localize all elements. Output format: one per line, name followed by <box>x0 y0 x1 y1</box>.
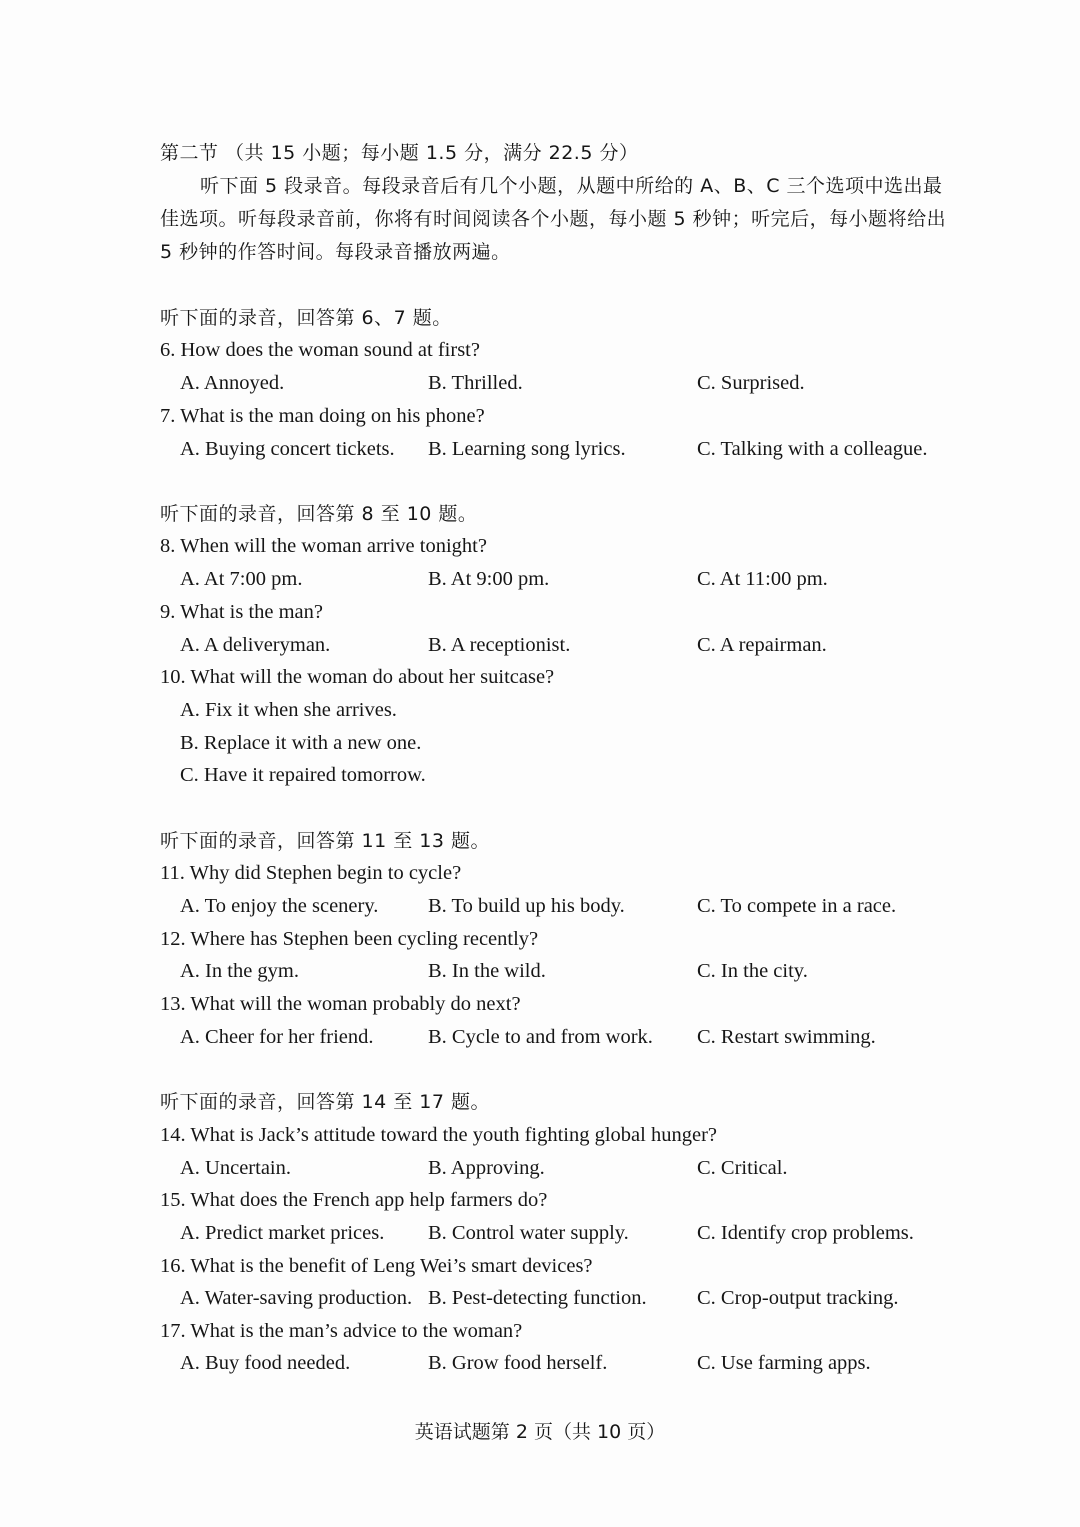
option-a: A. Water-saving production. <box>180 1287 413 1309</box>
option-c: C. Use farming apps. <box>697 1352 871 1374</box>
group-intro: 听下面的录音，回答第 11 至 13 题。 <box>160 830 491 852</box>
option-c: C. Crop-output tracking. <box>697 1287 899 1309</box>
section-heading: 第二节 （共 15 小题；每小题 1.5 分，满分 22.5 分） <box>160 142 639 164</box>
question-stem: 10. What will the woman do about her suitcase? <box>160 666 555 688</box>
option-c: C. At 11:00 pm. <box>697 568 828 590</box>
option-c: C. Critical. <box>697 1157 788 1179</box>
question-stem: 16. What is the benefit of Leng Wei’s smart devices? <box>160 1255 593 1277</box>
option-c: C. Restart swimming. <box>697 1026 876 1048</box>
option-b: B. At 9:00 pm. <box>428 568 550 590</box>
option-b: B. In the wild. <box>428 960 546 982</box>
option-a: A. Annoyed. <box>180 372 285 394</box>
question-stem: 14. What is Jack’s attitude toward the youth fighting global hunger? <box>160 1124 717 1146</box>
question-stem: 13. What will the woman probably do next? <box>160 993 521 1015</box>
option-a: A. Uncertain. <box>180 1157 291 1179</box>
page-footer: 英语试题第 2 页（共 10 页） <box>414 1421 666 1443</box>
option-c: C. Have it repaired tomorrow. <box>180 764 426 786</box>
option-b: B. Replace it with a new one. <box>180 732 422 754</box>
option-b: B. Approving. <box>428 1157 545 1179</box>
question-stem: 8. When will the woman arrive tonight? <box>160 535 487 557</box>
option-a: A. Buy food needed. <box>180 1352 351 1374</box>
question-stem: 17. What is the man’s advice to the woman? <box>160 1320 523 1342</box>
option-a: A. Cheer for her friend. <box>180 1026 374 1048</box>
question-stem: 12. Where has Stephen been cycling recently? <box>160 928 539 950</box>
option-b: B. To build up his body. <box>428 895 625 917</box>
option-c: C. In the city. <box>697 960 808 982</box>
option-a: A. Predict market prices. <box>180 1222 385 1244</box>
option-b: B. Learning song lyrics. <box>428 438 626 460</box>
option-c: C. Surprised. <box>697 372 805 394</box>
option-a: A. To enjoy the scenery. <box>180 895 379 917</box>
instruction-line: 佳选项。听每段录音前，你将有时间阅读各个小题，每小题 5 秒钟；听完后，每小题将给出 <box>160 208 947 230</box>
instruction-line: 5 秒钟的作答时间。每段录音播放两遍。 <box>160 241 511 263</box>
option-c: C. Talking with a colleague. <box>697 438 928 460</box>
option-c: C. A repairman. <box>697 634 827 656</box>
option-b: B. Grow food herself. <box>428 1352 608 1374</box>
group-intro: 听下面的录音，回答第 14 至 17 题。 <box>160 1091 491 1113</box>
option-b: B. Thrilled. <box>428 372 523 394</box>
option-a: A. A deliveryman. <box>180 634 331 656</box>
option-b: B. Pest-detecting function. <box>428 1287 647 1309</box>
group-intro: 听下面的录音，回答第 6、7 题。 <box>160 307 452 329</box>
question-stem: 6. How does the woman sound at first? <box>160 339 480 361</box>
option-a: A. Buying concert tickets. <box>180 438 395 460</box>
question-stem: 11. Why did Stephen begin to cycle? <box>160 862 462 884</box>
option-a: A. At 7:00 pm. <box>180 568 303 590</box>
question-stem: 9. What is the man? <box>160 601 324 623</box>
question-stem: 7. What is the man doing on his phone? <box>160 405 485 427</box>
group-intro: 听下面的录音，回答第 8 至 10 题。 <box>160 503 478 525</box>
option-a: A. Fix it when she arrives. <box>180 699 397 721</box>
option-c: C. Identify crop problems. <box>697 1222 914 1244</box>
option-c: C. To compete in a race. <box>697 895 897 917</box>
option-a: A. In the gym. <box>180 960 299 982</box>
option-b: B. Control water supply. <box>428 1222 629 1244</box>
option-b: B. A receptionist. <box>428 634 571 656</box>
option-b: B. Cycle to and from work. <box>428 1026 653 1048</box>
question-stem: 15. What does the French app help farmers do? <box>160 1189 548 1211</box>
instruction-line: 听下面 5 段录音。每段录音后有几个小题，从题中所给的 A、B、C 三个选项中选出最 <box>200 175 943 197</box>
